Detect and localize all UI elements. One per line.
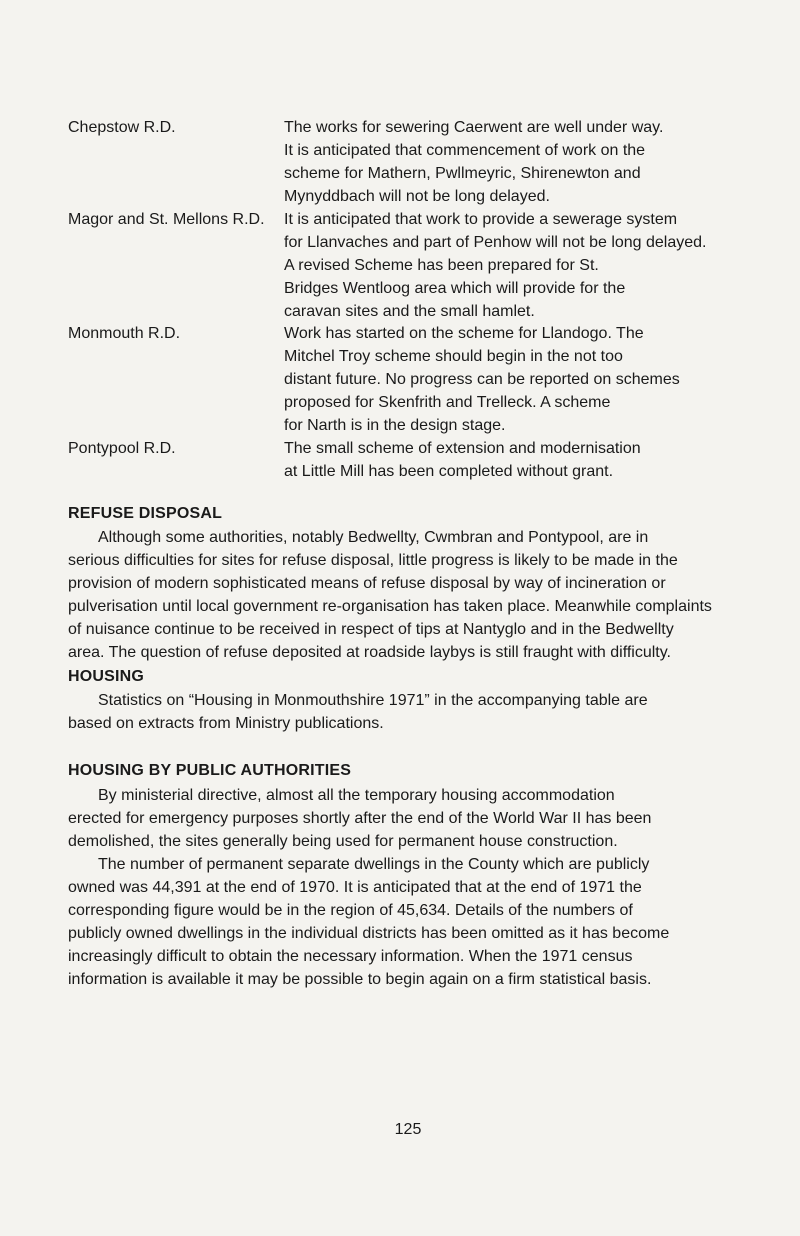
text-line: at Little Mill has been completed without grant. bbox=[284, 463, 614, 480]
text-line: for Narth is in the design stage. bbox=[284, 417, 506, 434]
district-name: Monmouth R.D. bbox=[68, 325, 181, 342]
text-line: proposed for Skenfrith and Trelleck. A scheme bbox=[284, 394, 611, 411]
text-line: of nuisance continue to be received in respect of tips at Nantyglo and in the Bedwellty bbox=[68, 621, 674, 638]
text-line: area. The question of refuse deposited at roadside laybys is still fraught with difficulty. bbox=[68, 644, 671, 661]
district-name: Chepstow R.D. bbox=[68, 119, 176, 136]
text-line: pulverisation until local government re-organisation has taken place. Meanwhile complaints bbox=[68, 598, 712, 615]
text-line: By ministerial directive, almost all the temporary housing accommodation bbox=[98, 787, 615, 804]
district-description bbox=[284, 437, 764, 483]
refuse-disposal-paragraph bbox=[68, 526, 738, 664]
text-line: The works for sewering Caerwent are well under way. bbox=[284, 119, 664, 136]
text-line: owned was 44,391 at the end of 1970. It is anticipated that at the end of 1971 the bbox=[68, 879, 642, 896]
section-heading-refuse-disposal: REFUSE DISPOSAL bbox=[68, 505, 223, 522]
text-line: increasingly difficult to obtain the necessary information. When the 1971 census bbox=[68, 948, 633, 965]
text-line: scheme for Mathern, Pwllmeyric, Shirenewton and bbox=[284, 165, 641, 182]
text-line: distant future. No progress can be reported on schemes bbox=[284, 371, 680, 388]
text-line: It is anticipated that commencement of work on the bbox=[284, 142, 646, 159]
district-description bbox=[284, 322, 764, 437]
text-line: Work has started on the scheme for Llandogo. The bbox=[284, 325, 644, 342]
section-heading-housing-public-authorities: HOUSING BY PUBLIC AUTHORITIES bbox=[68, 762, 352, 779]
text-line: erected for emergency purposes shortly after the end of the World War II has been bbox=[68, 810, 652, 827]
text-line: serious difficulties for sites for refuse disposal, little progress is likely to be made in the bbox=[68, 552, 678, 569]
text-line: It is anticipated that work to provide a sewerage system bbox=[284, 211, 678, 228]
text-line: information is available it may be possible to begin again on a firm statistical basis. bbox=[68, 971, 652, 988]
text-line: Although some authorities, notably Bedwellty, Cwmbran and Pontypool, are in bbox=[98, 529, 649, 546]
text-line: Mitchel Troy scheme should begin in the not too bbox=[284, 348, 623, 365]
text-line: provision of modern sophisticated means of refuse disposal by way of incineration or bbox=[68, 575, 666, 592]
district-description bbox=[284, 208, 764, 323]
district-name: Pontypool R.D. bbox=[68, 440, 176, 457]
text-line: Bridges Wentloog area which will provide for the bbox=[284, 280, 626, 297]
section-heading-housing: HOUSING bbox=[68, 668, 145, 685]
text-line: for Llanvaches and part of Penhow will not be long delayed. bbox=[284, 234, 707, 251]
housing-public-paragraph-2 bbox=[68, 853, 738, 991]
text-line: The number of permanent separate dwellings in the County which are publicly bbox=[98, 856, 650, 873]
district-name: Magor and St. Mellons R.D. bbox=[68, 211, 265, 228]
text-line: based on extracts from Ministry publications. bbox=[68, 715, 384, 732]
text-line: A revised Scheme has been prepared for St. bbox=[284, 257, 599, 274]
text-line: Mynyddbach will not be long delayed. bbox=[284, 188, 550, 205]
text-line: publicly owned dwellings in the individual districts has been omitted as it has become bbox=[68, 925, 670, 942]
district-description bbox=[284, 116, 764, 208]
text-line: Statistics on “Housing in Monmouthshire 1971” in the accompanying table are bbox=[98, 692, 648, 709]
housing-public-paragraph-1 bbox=[68, 784, 738, 853]
text-line: The small scheme of extension and modernisation bbox=[284, 440, 641, 457]
housing-paragraph bbox=[68, 689, 738, 735]
page-number: 125 bbox=[394, 1121, 422, 1138]
text-line: demolished, the sites generally being used for permanent house construction. bbox=[68, 833, 618, 850]
text-line: corresponding figure would be in the region of 45,634. Details of the numbers of bbox=[68, 902, 633, 919]
text-line: caravan sites and the small hamlet. bbox=[284, 303, 535, 320]
